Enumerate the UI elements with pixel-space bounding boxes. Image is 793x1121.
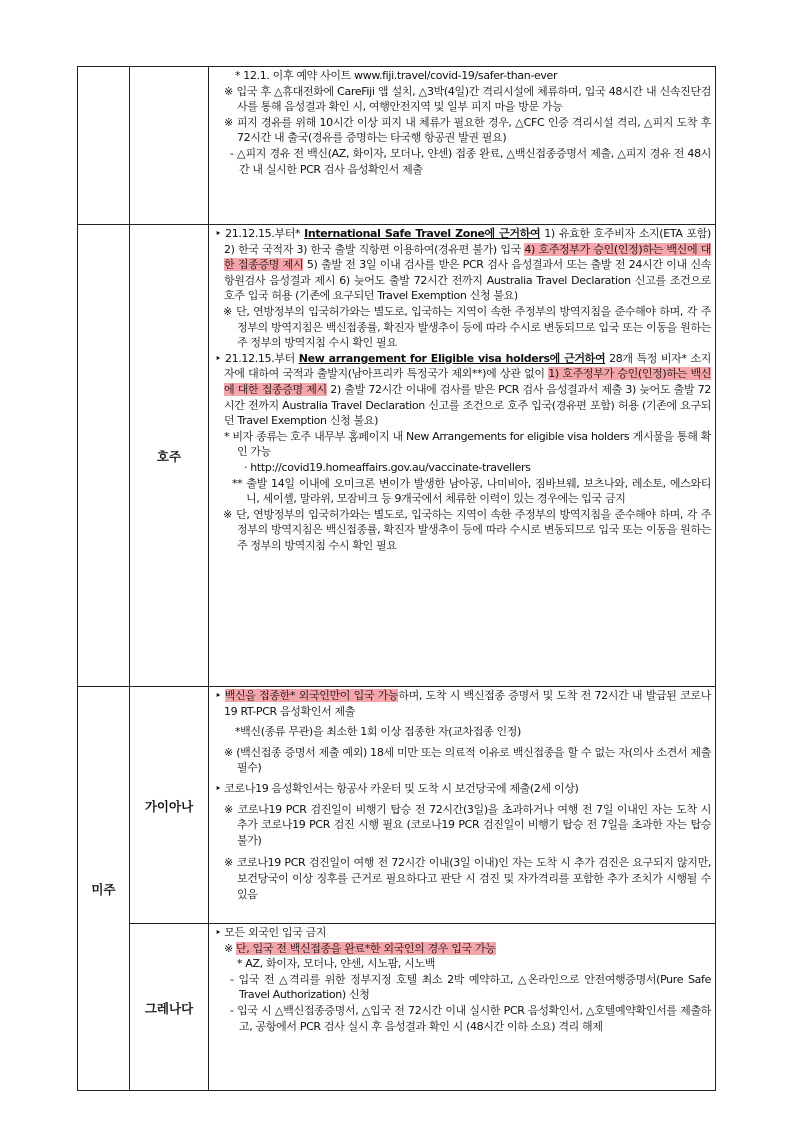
policy-title: International Safe Travel Zone에 근거하여 xyxy=(304,227,541,240)
highlighted-text: 백신을 접종한* 외국인만이 입국 가능 xyxy=(224,689,399,702)
region-cell xyxy=(78,687,130,1091)
paragraph-text: 2) 출발 72시간 이내에 검사를 받은 PCR 검사 음성결과서 제출 3) 늦어도 출발 72시간 전까지 Australia Travel Declaration 신고를 조건으로 호주 입국(경유편 포함) 허용 (기존에 요구되던 Travel Exemption 신청 불요) xyxy=(224,382,711,428)
table-row xyxy=(78,67,716,225)
bullet-text: ‣ 21.12.15.부터* xyxy=(215,227,305,240)
note-mark: ※ xyxy=(224,941,237,955)
guyana-vaccinated-only xyxy=(215,688,711,719)
guyana-vaccine-note: *백신(종류 무관)을 최소한 1회 이상 접종한 자(교차접종 인정) xyxy=(235,725,521,739)
grenada-vaccinated-exception xyxy=(215,941,711,957)
australia-eligible-visa xyxy=(215,351,711,429)
australia-state-note: ※ 단, 연방정부의 입국허가와는 별도로, 입국하는 지역이 속한 주정부의 방역지침을 준수해야 하며, 각 주정부의 방역지침은 백신접종률, 확진자 발생추이 등에 따라 수시로 변동되므로 입국 또는 이동을 원하는 주 정부의 방역지침 수시 확인 필요 xyxy=(223,507,711,552)
country-cell xyxy=(130,924,209,1091)
paragraph-text: 하며, 도착 시 백신접종 증명서 및 도착 전 72시간 내 발급된 코로나19 RT-PCR 음성확인서 제출 xyxy=(224,689,711,718)
guyana-exemption-note: ※ (백신접종 증명서 제출 예외) 18세 미만 또는 의료적 이유로 백신접종을 할 수 없는 자(의사 소견서 제출 필수) xyxy=(224,745,711,775)
grenada-on-entry: - 입국 시 △백신접종증명서, △입국 전 72시간 이내 실시한 PCR 음성확인서, △호텔예약확인서를 제출하고, 공항에서 PCR 검사 실시 후 음성결과 확인 시 (48시간 이하 소요) 격리 해제 xyxy=(230,1003,711,1033)
entry-restrictions-table xyxy=(77,66,716,1091)
country-cell xyxy=(130,225,209,687)
paragraph-text: 5) 출발 전 3일 이내 검사를 받은 PCR 검사 음성결과서 또는 출발 전 24시간 이내 신속항원검사 음성결과 제시 6) 늦어도 출발 72시간 전까지 Australia Travel Declaration 신고를 조건으로 호주 입국 허용 (기존에 요구되던 Travel Exemption 신청 불요) xyxy=(224,258,711,303)
australia-state-note: ※ 단, 연방정부의 입국허가와는 별도로, 입국하는 지역이 속한 주정부의 방역지침을 준수해야 하며, 각 주정부의 방역지침은 백신접종률, 확진자 발생추이 등에 따라 수시로 변동되므로 입국 또는 이동을 원하는 주 정부의 방역지침 수시 확인 필요 xyxy=(223,304,711,350)
paragraph-text: 1) 유효한 호주비자 소지(ETA 포함) 2) 한국 국적자 3) 한국 출발 직항편 이용하여(경유편 불가) 입국 xyxy=(224,227,711,256)
table-row xyxy=(78,225,716,687)
content-cell xyxy=(209,67,716,225)
highlighted-text: 1) 호주정부가 승인(인정)하는 백신에 대한 접종증명 제시 xyxy=(224,367,711,396)
country-cell xyxy=(130,687,209,924)
australia-safe-travel-zone xyxy=(215,226,711,304)
content-cell xyxy=(209,687,716,924)
country-name-australia: 호주 xyxy=(156,449,182,464)
fiji-note-transit: ※ 피지 경유를 위해 10시간 이상 피지 내 체류가 필요한 경우, △CFC 인증 격리시설 격리, △피지 도착 후 72시간 내 출국(경유를 증명하는 타국행 항공권 발권 필요) xyxy=(224,115,711,145)
bullet-text: ‣ xyxy=(215,689,225,702)
country-name-guyana: 가이아나 xyxy=(144,798,194,814)
grenada-entry-ban: ‣ 모든 외국인 입국 금지 xyxy=(215,926,327,939)
country-cell xyxy=(130,67,209,225)
fiji-booking-note: * 12.1. 이후 예약 사이트 www.fiji.travel/covid-19/safer-than-ever xyxy=(235,69,558,82)
guyana-negative-test: ‣ 코로나19 음성확인서는 항공사 카운터 및 도착 시 보건당국에 제출(2세 이상) xyxy=(215,781,579,795)
highlighted-text: 단, 입국 전 백신접종을 완료*한 외국인의 경우 입국 가능 xyxy=(236,941,496,955)
guyana-pcr-note: ※ 코로나19 PCR 검진일이 비행기 탑승 전 72시간(3일)을 초과하거나 여행 전 7일 이내인 자는 도착 시 추가 코로나19 PCR 검진 시행 필요 (코로나19 PCR 검진일이 비행기 탑승 전 7일을 초과한 자는 탑승 불가) xyxy=(224,802,711,847)
visa-type-note: * 비자 종류는 호주 내무부 홈페이지 내 New Arrangements for eligible visa holders 게시물을 통해 확인 가능 xyxy=(224,429,711,459)
omicron-ban-note: ** 출발 14일 이내에 오미크론 변이가 발생한 남아공, 나미비아, 짐바브웨, 보츠나와, 레소토, 에스와티니, 세이셸, 말라위, 모잠비크 등 9개국에서 체류한 이력이 있는 경우에는 입국 금지 xyxy=(232,476,711,506)
paragraph-text: 28개 특정 비자* 소지자에 대하여 국적과 출발지(남아프리카 특정국가 제외**)에 상관 없이 xyxy=(224,351,711,381)
table-row xyxy=(78,924,716,1091)
region-cell xyxy=(78,225,130,687)
region-cell xyxy=(78,67,130,225)
fiji-transit-requirements: - △피지 경유 전 백신(AZ, 화이자, 모더나, 얀센) 접종 완료, △백신접종증명서 제출, △피지 경유 전 48시간 내 실시한 PCR 검사 음성확인서 제출 xyxy=(230,146,711,176)
guyana-pcr-note: ※ 코로나19 PCR 검진일이 여행 전 72시간 이내(3일 이내)인 자는 도착 시 추가 검진은 요구되지 않지만, 보건당국이 이상 징후를 근거로 필요하다고 판단 시 검진 및 자가격리를 포함한 추가 조치가 시행될 수 있음 xyxy=(224,856,711,901)
bullet-text: ‣ 21.12.15.부터 xyxy=(215,351,299,365)
grenada-vaccine-list: * AZ, 화이자, 모더나, 얀센, 시노팜, 시노백 xyxy=(237,957,435,971)
fiji-note-quarantine: ※ 입국 후 △휴대전화에 CareFiji 앱 설치, △3박(4일)간 격리시설에 체류하며, 입국 48시간 내 신속진단검사를 통해 음성결과 확인 시, 여행안전지역 및 일부 피지 마을 방문 가능 xyxy=(224,84,711,114)
region-name-americas: 미주 xyxy=(91,882,116,897)
visa-url: · http://covid19.homeaffairs.gov.au/vaccinate-travellers xyxy=(244,460,531,474)
highlighted-text: 4) 호주정부가 승인(인정)하는 백신에 대한 접종증명 제시 xyxy=(224,242,711,272)
content-cell xyxy=(209,225,716,687)
grenada-pre-entry: - 입국 전 △격리를 위한 정부지정 호텔 최소 2박 예약하고, △온라인으로 안전여행증명서(Pure Safe Travel Authorization) 신청 xyxy=(230,972,711,1002)
content-cell xyxy=(209,924,716,1091)
country-name-grenada: 그레나다 xyxy=(144,1000,194,1016)
policy-title: New arrangement for Eligible visa holders에 근거하여 xyxy=(298,351,606,365)
table-row xyxy=(78,687,716,924)
